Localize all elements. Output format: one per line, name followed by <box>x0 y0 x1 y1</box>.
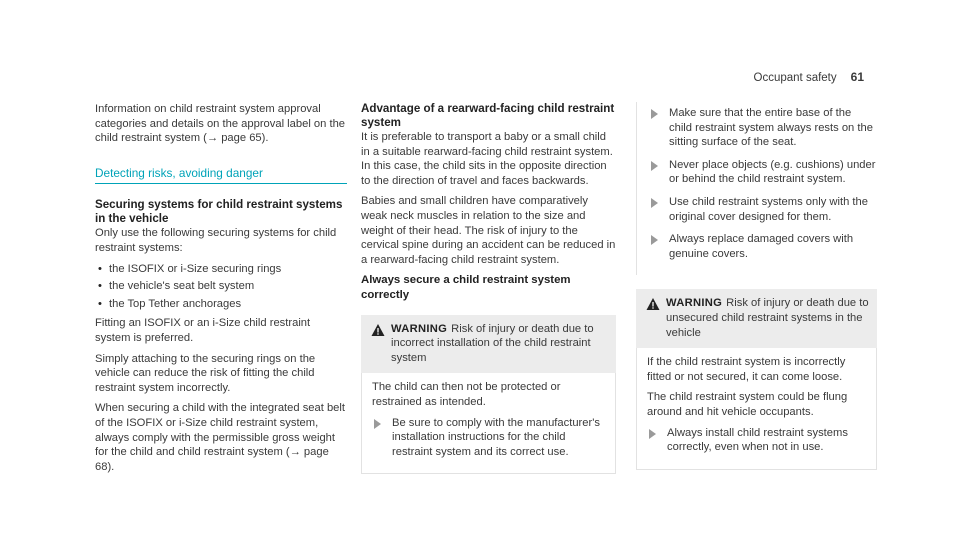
arrow-right-icon <box>649 429 656 439</box>
paragraph: If the child restraint system is incorrectly fitted or not secured, it can come loose. <box>647 356 846 383</box>
arrow-right-icon <box>374 419 381 429</box>
list-item: • the Top Tether anchorages <box>95 297 347 312</box>
subheading-securing-systems: Securing systems for child restraint systems in the vehicle <box>95 198 343 226</box>
section-heading: Detecting risks, avoiding danger <box>95 166 347 185</box>
paragraph: Simply attaching to the securing rings on the vehicle can reduce the risk of fitting the child restraint system incorrectly. <box>95 352 316 394</box>
list-item: • the vehicle's seat belt system <box>95 279 347 294</box>
arrow-right-icon <box>651 198 658 208</box>
step-item <box>649 195 877 224</box>
warning-header <box>636 289 877 348</box>
step-text: Be sure to comply with the manufacturer's installation instructions for the child restraint system and its correct use. <box>392 416 600 458</box>
warning-label: WARNING <box>391 322 448 335</box>
subheading-secure-correctly: Always secure a child restraint system correctly <box>361 274 571 301</box>
column-1 <box>95 102 347 480</box>
paragraph: When securing a child with the integrated seat belt of the ISOFIX or i-Size child restraint system, always comply with the permissible gross weight for the child and child restraint system (→ page 68). <box>95 402 345 473</box>
warning-triangle-icon <box>371 323 385 337</box>
paragraph: It is preferable to transport a baby or a small child in a suitable rearward-facing child restraint system. In this case, the child sits in the opposite direction to the direction of travel and faces backwards. <box>361 131 613 187</box>
warning-box <box>361 315 616 475</box>
arrow-right-icon <box>651 235 658 245</box>
step-text: Use child restraint systems only with the original cover designed for them. <box>669 195 868 223</box>
warning-header <box>361 315 616 374</box>
warning-text: Risk of injury or death due to unsecured child restraint systems in the vehicle <box>666 297 869 339</box>
instruction-steps <box>636 102 877 275</box>
paragraph: The child restraint system could be flung around and hit vehicle occupants. <box>647 391 848 418</box>
page-number: 61 <box>850 70 864 84</box>
step-text: Never place objects (e.g. cushions) under or behind the child restraint system. <box>669 158 876 186</box>
warning-triangle-icon <box>646 297 660 311</box>
paragraph: Babies and small children have comparatively weak neck muscles in relation to the size and weight of their head. The risk of injury to the cervical spine during an accident can be reduced in a rearward-facing child restraint system. <box>361 195 616 266</box>
step-item <box>372 416 605 460</box>
paragraph: The child can then not be protected or restrained as intended. <box>372 381 561 408</box>
step-text: Make sure that the entire base of the child restraint system always rests on the sitting surface of the seat. <box>669 107 873 149</box>
warning-body <box>361 373 616 474</box>
warning-label: WARNING <box>666 297 723 310</box>
arrow-right-icon <box>651 161 658 171</box>
step-item <box>649 106 877 150</box>
step-item <box>649 158 877 187</box>
intro-paragraph: Information on child restraint system approval categories and details on the approval label on the child restraint system (→ page 65). <box>95 103 346 145</box>
subheading-rearward-facing: Advantage of a rearward-facing child restraint system <box>361 102 615 129</box>
section-title: Occupant safety <box>753 72 837 84</box>
paragraph: Fitting an ISOFIX or an i-Size child restraint system is preferred. <box>95 317 311 344</box>
warning-box <box>636 289 877 469</box>
warning-body <box>636 348 877 470</box>
step-text: Always replace damaged covers with genuine covers. <box>669 233 854 260</box>
step-text: Always install child restraint systems correctly, even when not in use. <box>667 426 848 454</box>
step-item <box>647 426 866 455</box>
lead-paragraph: Only use the following securing systems for child restraint systems: <box>95 227 337 254</box>
arrow-right-icon <box>651 109 658 119</box>
column-2 <box>361 102 616 474</box>
column-3 <box>636 102 877 470</box>
list-item: • the ISOFIX or i-Size securing rings <box>95 262 347 277</box>
page-header <box>754 70 864 86</box>
securing-systems-list <box>95 262 347 312</box>
warning-text: Risk of injury or death due to incorrect installation of the child restraint system <box>391 322 594 364</box>
step-item <box>649 232 877 261</box>
